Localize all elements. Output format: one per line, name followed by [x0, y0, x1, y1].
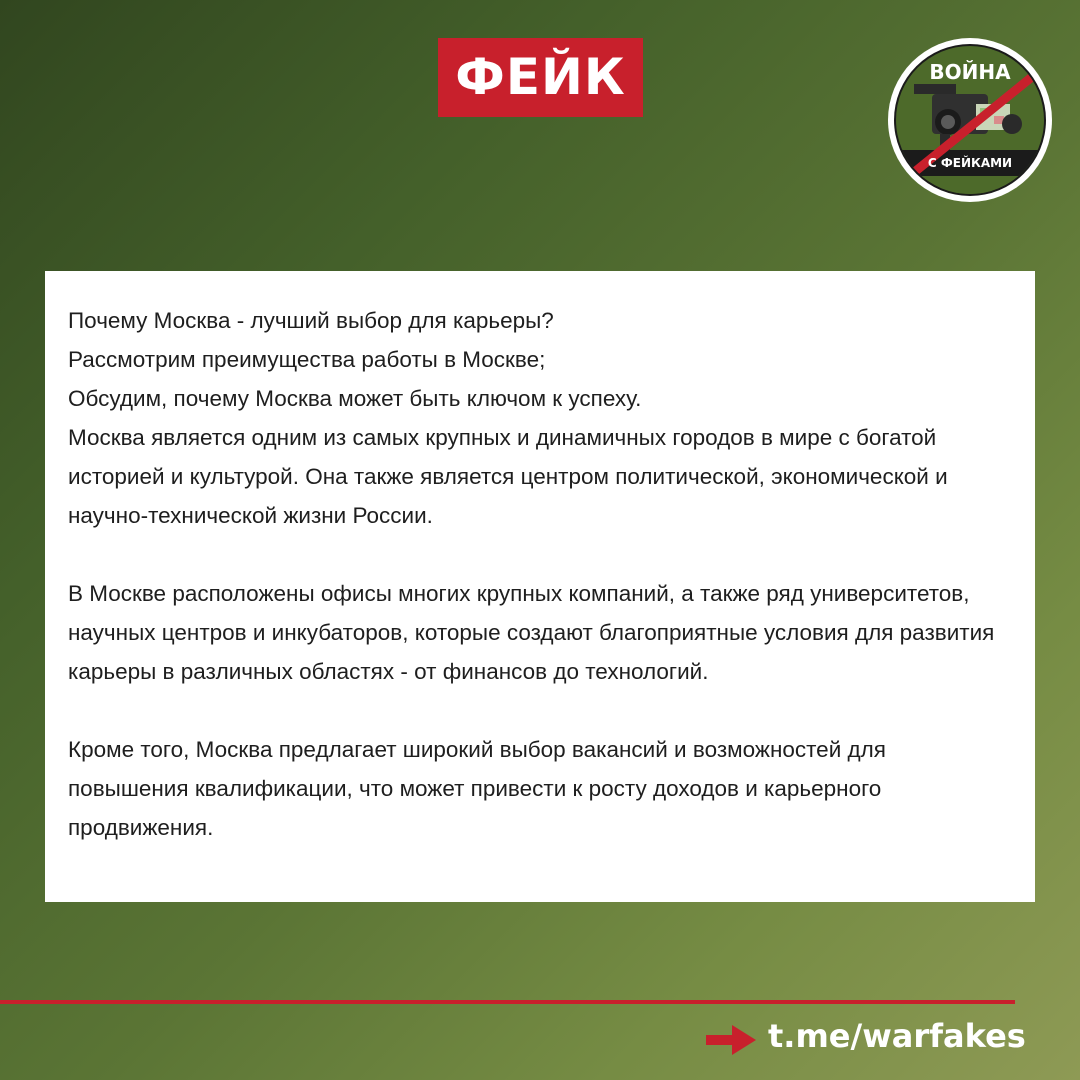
- paragraph-1: Почему Москва - лучший выбор для карьеры? Рассмотрим преимущества работы в Москве; Обсудим, почему Москва может быть ключом к успеху. Москва является одним из самых крупных и динамичных городов в мире с богатой историей и культурой. Она также является центром политической, экономической и научно-технической жизни России.: [68, 308, 948, 528]
- arrow-right-icon: [706, 1025, 756, 1055]
- logo-subtitle: С ФЕЙКАМИ: [927, 156, 1013, 170]
- war-on-fakes-logo: [888, 38, 1052, 202]
- paragraph-2: В Москве расположены офисы многих крупных компаний, а также ряд университетов, научных центров и инкубаторов, которые создают благоприятные условия для развития карьеры в различных областях - от финансов до технологий.: [68, 581, 995, 684]
- footer-divider: [0, 1000, 1015, 1004]
- telegram-channel-link[interactable]: t.me/warfakes: [768, 1017, 1026, 1055]
- logo-title: ВОЙНА: [929, 60, 1011, 84]
- text-card: [45, 271, 1035, 902]
- fake-badge: ФЕЙК: [438, 38, 643, 117]
- paragraph-3: Кроме того, Москва предлагает широкий выбор вакансий и возможностей для повышения квалификации, что может привести к росту доходов и карьерного продвижения.: [68, 737, 886, 840]
